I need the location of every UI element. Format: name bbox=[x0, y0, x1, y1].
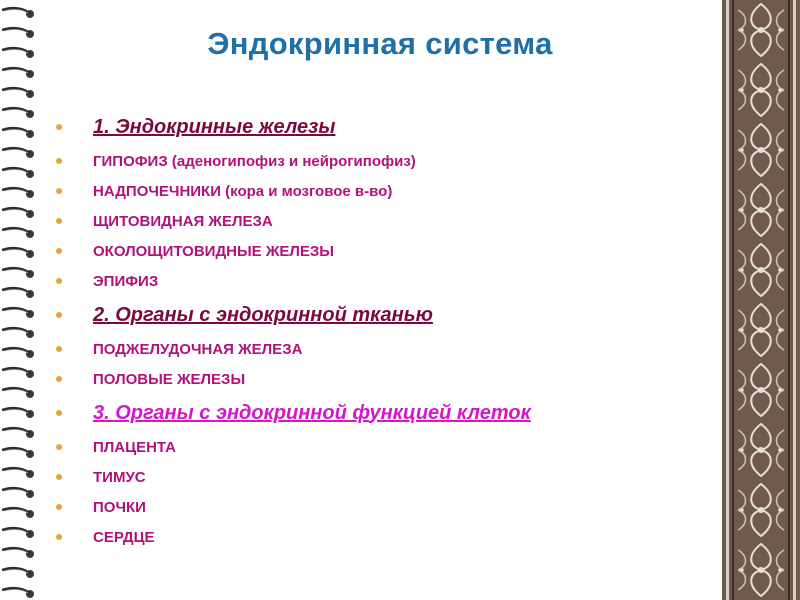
binding-ring bbox=[2, 468, 34, 478]
list-item bbox=[56, 206, 716, 236]
list-item-text: ОКОЛОЩИТОВИДНЫЕ ЖЕЛЕЗЫ bbox=[93, 242, 334, 260]
bullet-icon bbox=[56, 312, 62, 318]
bullet-icon bbox=[56, 124, 62, 130]
section-heading bbox=[56, 108, 716, 146]
binding-ring bbox=[2, 328, 34, 338]
binding-ring bbox=[2, 528, 34, 538]
section-heading bbox=[56, 296, 716, 334]
ornament-pattern bbox=[722, 0, 800, 600]
binding-ring bbox=[2, 288, 34, 298]
binding-ring bbox=[2, 548, 34, 558]
binding-ring bbox=[2, 368, 34, 378]
bullet-list bbox=[56, 108, 716, 552]
bullet-icon bbox=[56, 410, 62, 416]
list-item-text: НАДПОЧЕЧНИКИ (кора и мозговое в-во) bbox=[93, 182, 393, 200]
bullet-icon bbox=[56, 188, 62, 194]
section-heading-text: 2. Органы с эндокринной тканью bbox=[93, 303, 433, 326]
bullet-icon bbox=[56, 376, 62, 382]
list-item bbox=[56, 462, 716, 492]
bullet-icon bbox=[56, 444, 62, 450]
bullet-icon bbox=[56, 218, 62, 224]
bullet-icon bbox=[56, 248, 62, 254]
binding-ring bbox=[2, 388, 34, 398]
section-heading-text: 3. Органы с эндокринной функцией клеток bbox=[93, 401, 531, 424]
binding-ring bbox=[2, 588, 34, 598]
binding-ring bbox=[2, 128, 34, 138]
list-item-text: ГИПОФИЗ (аденогипофиз и нейрогипофиз) bbox=[93, 152, 416, 170]
list-item bbox=[56, 492, 716, 522]
list-item bbox=[56, 236, 716, 266]
binding-ring bbox=[2, 248, 34, 258]
bullet-icon bbox=[56, 278, 62, 284]
binding-ring bbox=[2, 108, 34, 118]
spiral-binding-graphic bbox=[0, 0, 40, 600]
binding-ring bbox=[2, 48, 34, 58]
binding-ring bbox=[2, 568, 34, 578]
binding-ring bbox=[2, 68, 34, 78]
bullet-icon bbox=[56, 158, 62, 164]
binding-ring bbox=[2, 448, 34, 458]
spiral-binding bbox=[0, 0, 40, 600]
list-item-text: ТИМУС bbox=[93, 468, 146, 486]
binding-ring bbox=[2, 88, 34, 98]
list-item-text: ПОЧКИ bbox=[93, 498, 146, 516]
list-item bbox=[56, 522, 716, 552]
binding-ring bbox=[2, 228, 34, 238]
binding-ring bbox=[2, 508, 34, 518]
binding-ring bbox=[2, 148, 34, 158]
binding-ring bbox=[2, 488, 34, 498]
ornamental-border bbox=[722, 0, 800, 600]
binding-ring bbox=[2, 188, 34, 198]
bullet-icon bbox=[56, 474, 62, 480]
list-item bbox=[56, 266, 716, 296]
binding-ring bbox=[2, 28, 34, 38]
slide-title: Эндокринная система bbox=[207, 26, 553, 61]
bullet-icon bbox=[56, 346, 62, 352]
binding-ring bbox=[2, 168, 34, 178]
binding-ring bbox=[2, 268, 34, 278]
section-heading bbox=[56, 394, 716, 432]
list-item bbox=[56, 364, 716, 394]
binding-ring bbox=[2, 308, 34, 318]
bullet-icon bbox=[56, 504, 62, 510]
list-item-text: ЭПИФИЗ bbox=[93, 272, 159, 290]
binding-ring bbox=[2, 408, 34, 418]
bullet-icon bbox=[56, 534, 62, 540]
list-item-text: СЕРДЦЕ bbox=[93, 528, 155, 546]
binding-ring bbox=[2, 348, 34, 358]
list-item bbox=[56, 432, 716, 462]
list-item bbox=[56, 334, 716, 364]
list-item-text: ПОЛОВЫЕ ЖЕЛЕЗЫ bbox=[93, 370, 246, 388]
list-item-text: ПОДЖЕЛУДОЧНАЯ ЖЕЛЕЗА bbox=[93, 340, 303, 358]
binding-ring bbox=[2, 208, 34, 218]
list-item bbox=[56, 146, 716, 176]
list-item-text: ПЛАЦЕНТА bbox=[93, 438, 176, 456]
list-item bbox=[56, 176, 716, 206]
list-item-text: ЩИТОВИДНАЯ ЖЕЛЕЗА bbox=[93, 212, 273, 230]
binding-ring bbox=[2, 428, 34, 438]
binding-ring bbox=[2, 8, 34, 18]
section-heading-text: 1. Эндокринные железы bbox=[93, 115, 336, 138]
